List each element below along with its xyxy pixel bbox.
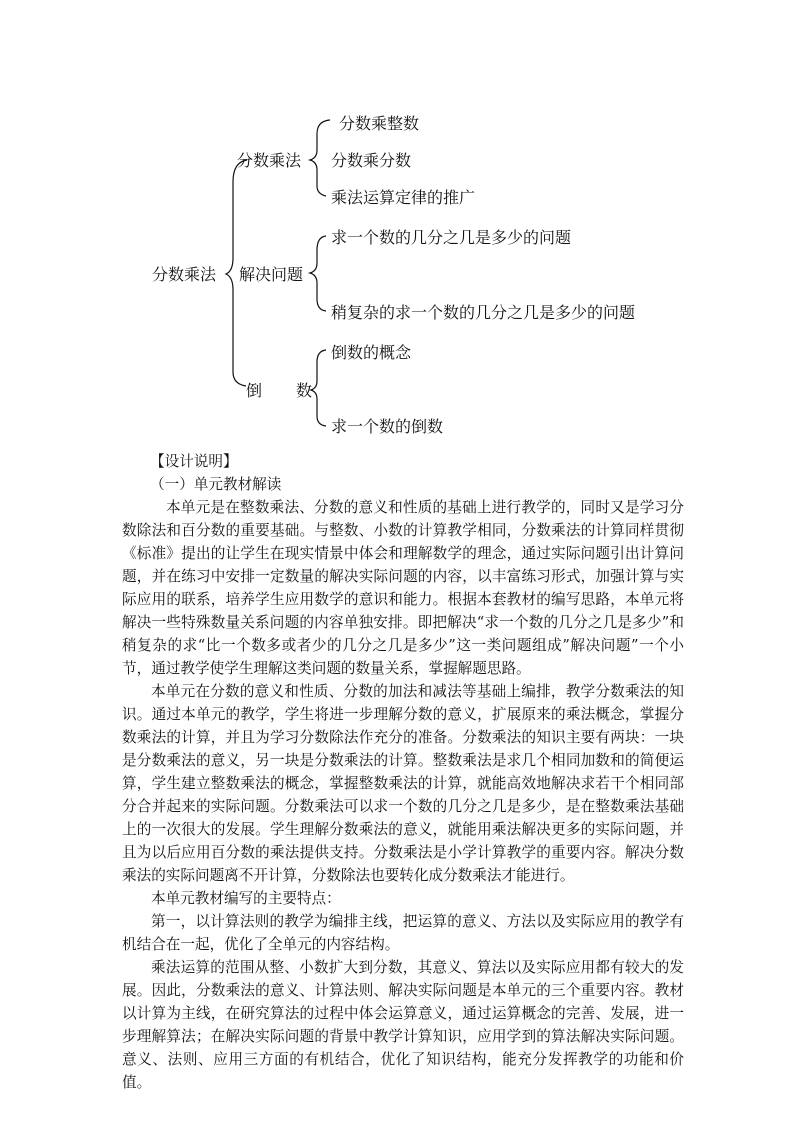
leaf-reciprocal-concept: 倒数的概念 bbox=[331, 343, 412, 362]
brace-reciprocal bbox=[311, 350, 326, 426]
branch-label-reciprocal-first: 倒 bbox=[246, 381, 263, 400]
branch-label-solve-problems: 解决问题 bbox=[239, 265, 304, 284]
leaf-find-reciprocal: 求一个数的倒数 bbox=[331, 417, 444, 436]
branch-label-fraction-multiplication: 分数乘法 bbox=[237, 151, 302, 170]
tree-root-label: 分数乘法 bbox=[152, 265, 217, 284]
leaf-fraction-times-fraction: 分数乘分数 bbox=[331, 151, 412, 170]
leaf-law-extension: 乘法运算定律的推广 bbox=[331, 188, 476, 207]
branch-label-reciprocal-second: 数 bbox=[296, 381, 313, 400]
leaf-fraction-times-integer: 分数乘整数 bbox=[339, 114, 420, 133]
paragraph-1: 本单元是在整数乘法、分数的意义和性质的基础上进行教学的，同时又是学习分数除法和百分数的重要基础。与整数、小数的计算教学相同，分数乘法的计算同样贯彻《标准》提出的让学生在现实情景中体会和理解数学的理念，通过实际问题引出计算问题，并在练习中安排一定数量的解决实际问题的内容，以丰富练习形式，加强计算与实际应用的联系，培养学生应用数学的意识和能力。根据本套教材的编写思路，本单元将解决一些特殊数量关系问题的内容单独安排。即把解决“求一个数的几分之几是多少”和稍复杂的求“比一个数多或者少的几分之几是多少”这一类问题组成”解决问题”一个小节，通过教学使学生理解这类问题的数量关系，掌握解题思路。 bbox=[122, 499, 684, 677]
paragraph-4: 第一，以计算法则的教学为编排主线，把运算的意义、方法以及实际应用的教学有机结合在一起，优化了全单元的内容结构。 bbox=[122, 913, 684, 953]
paragraph-5: 乘法运算的范围从整、小数扩大到分数，其意义、算法以及实际应用都有较大的发展。因此，分数乘法的意义、计算法则、解决实际问题是本单元的三个重要内容。教材以计算为主线，在研究算法的过程中体会运算意义，通过运算概念的完善、发展，进一步理解算法；在解决实际问题的背景中教学计算知识，应用学到的算法解决实际问题。意义、法则、应用三方面的有机结合，优化了知识结构，能充分发挥教学的功能和价值。 bbox=[122, 959, 684, 1091]
paragraph-2: 本单元在分数的意义和性质、分数的加法和减法等基础上编排，教学分数乘法的知识。通过本单元的教学，学生将进一步理解分数的意义，扩展原来的乘法概念，掌握分数乘法的计算，并且为学习分数除法作充分的准备。分数乘法的知识主要有两块：一块是分数乘法的意义，另一块是分数乘法的计算。整数乘法是求几个相同加数和的简便运算，学生建立整数乘法的概念，掌握整数乘法的计算，就能高效地解决求若干个相同部分合并起来的实际问题。分数乘法可以求一个数的几分之几是多少，是在整数乘法基础上的一次很大的发展。学生理解分数乘法的意义，就能用乘法解决更多的实际问题，并且为以后应用百分数的乘法提供支持。分数乘法是小学计算教学的重要内容。解决分数乘法的实际问题离不开计算，分数除法也要转化成分数乘法才能进行。 bbox=[122, 683, 684, 884]
brace-multiply bbox=[310, 120, 330, 196]
leaf-complex-fraction-of-number: 稍复杂的求一个数的几分之几是多少的问题 bbox=[331, 303, 636, 322]
leaf-fraction-of-number: 求一个数的几分之几是多少的问题 bbox=[331, 228, 572, 247]
paragraph-3: 本单元教材编写的主要特点： bbox=[151, 890, 341, 907]
design-notes bbox=[122, 450, 684, 1094]
section-subtitle: （一）单元教材解读 bbox=[150, 476, 282, 493]
tree-brackets bbox=[0, 0, 794, 450]
brace-solve bbox=[310, 236, 326, 311]
section-title: 【设计说明】 bbox=[150, 453, 238, 470]
